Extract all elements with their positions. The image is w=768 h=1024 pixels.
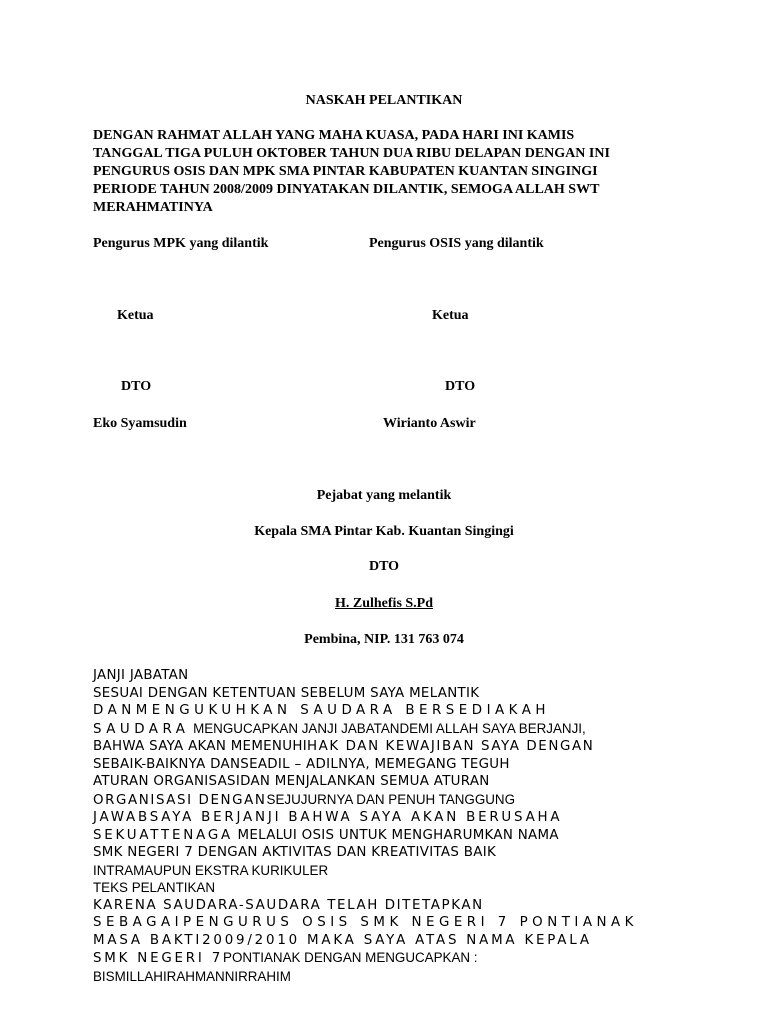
official-signature: DTO: [368, 559, 400, 574]
oath-span: SMK NEGERI 7: [93, 951, 224, 966]
mpk-header: Pengurus MPK yang dilantik: [93, 236, 269, 251]
mpk-name: Eko Syamsudin: [93, 416, 187, 431]
oath-line: SMK NEGERI 7 DENGAN AKTIVITAS DAN KREATIVITAS BAIK: [93, 845, 497, 860]
oath-line: BISMILLAHIRAHMANNIRRAHIM: [93, 968, 291, 984]
osis-signature: DTO: [445, 379, 476, 394]
oath-heading: TEKS PELANTIKAN: [93, 880, 216, 895]
mpk-signature: DTO: [121, 379, 152, 394]
oath-span: MENGUCAPKAN JANJI JABATANDEMI ALLAH SAYA BERJANJI,: [189, 720, 586, 736]
oath-heading: JANJI JABATAN: [93, 668, 189, 683]
oath-line: SESUAI DENGAN KETENTUAN SEBELUM SAYA MELANTIK: [93, 685, 480, 701]
oath-span: PONTIANAK DENGAN MENGUCAPKAN :: [223, 950, 478, 965]
oath-line: MASA BAKTI2009/2010 MAKA SAYA ATAS NAMA KEPALA: [93, 932, 592, 948]
official-nip: Pembina, NIP. 131 763 074: [304, 632, 464, 647]
intro-line: PENGURUS OSIS DAN MPK SMA PINTAR KABUPATEN KUANTAN SINGINGI: [93, 164, 598, 179]
oath-span: HAK DAN KEWAJIBAN SAYA DENGAN: [306, 739, 595, 754]
oath-span: SEKUATTENAGA: [93, 827, 233, 843]
oath-line: SEBAGAIPENGURUS OSIS SMK NEGERI 7 PONTIANAK: [93, 915, 638, 930]
osis-header: Pengurus OSIS yang dilantik: [369, 236, 544, 251]
oath-line: INTRAMAUPUN EKSTRA KURIKULER: [93, 862, 329, 878]
intro-line: MERAHMATINYA: [93, 200, 213, 215]
oath-line: KARENA SAUDARA-SAUDARA TELAH DITETAPKAN: [93, 897, 484, 913]
mpk-role: Ketua: [117, 308, 154, 323]
oath-line: SEBAIK-BAIKNYA DANSEADIL – ADILNYA, MEMEGANG TEGUH: [93, 756, 510, 772]
oath-span: ORGANISASI DENGAN: [93, 792, 267, 808]
official-name-text: H. Zulhefis S.Pd: [334, 596, 434, 611]
oath-section: [93, 667, 693, 985]
document-title: NASKAH PELANTIKAN: [305, 93, 463, 108]
official-name: [0, 596, 768, 612]
osis-role: Ketua: [432, 308, 469, 323]
official-position: Kepala SMA Pintar Kab. Kuantan Singingi: [254, 524, 514, 539]
official-label: Pejabat yang melantik: [316, 488, 452, 503]
intro-line: DENGAN RAHMAT ALLAH YANG MAHA KUASA, PADA HARI INI KAMIS: [93, 128, 575, 143]
oath-span: SEJUJURNYA DAN PENUH TANGGUNG: [266, 791, 516, 807]
oath-span: SAUDARA: [93, 721, 190, 737]
oath-line: ATURAN ORGANISASIDAN MENJALANKAN SEMUA ATURAN: [93, 774, 490, 789]
osis-name: Wirianto Aswir: [383, 416, 476, 431]
oath-span: MELALUI OSIS UNTUK MENGHARUMKAN NAMA: [232, 827, 559, 843]
oath-line: [93, 720, 693, 739]
oath-span: BAHWA SAYA AKAN MEMENUHI: [93, 739, 307, 754]
oath-line: [93, 738, 693, 756]
oath-line: [93, 791, 693, 810]
intro-paragraph: [93, 127, 693, 217]
intro-line: TANGGAL TIGA PULUH OKTOBER TAHUN DUA RIBU DELAPAN DENGAN INI: [93, 146, 610, 161]
oath-line: JAWABSAYA BERJANJI BAHWA SAYA AKAN BERUSAHA: [93, 810, 563, 825]
intro-line: PERIODE TAHUN 2008/2009 DINYATAKAN DILANTIK, SEMOGA ALLAH SWT: [93, 182, 600, 197]
oath-line: [93, 827, 693, 845]
oath-line: DANMENGUKUHKAN SAUDARA BERSEDIAKAH: [93, 703, 550, 718]
oath-line: [93, 949, 693, 968]
